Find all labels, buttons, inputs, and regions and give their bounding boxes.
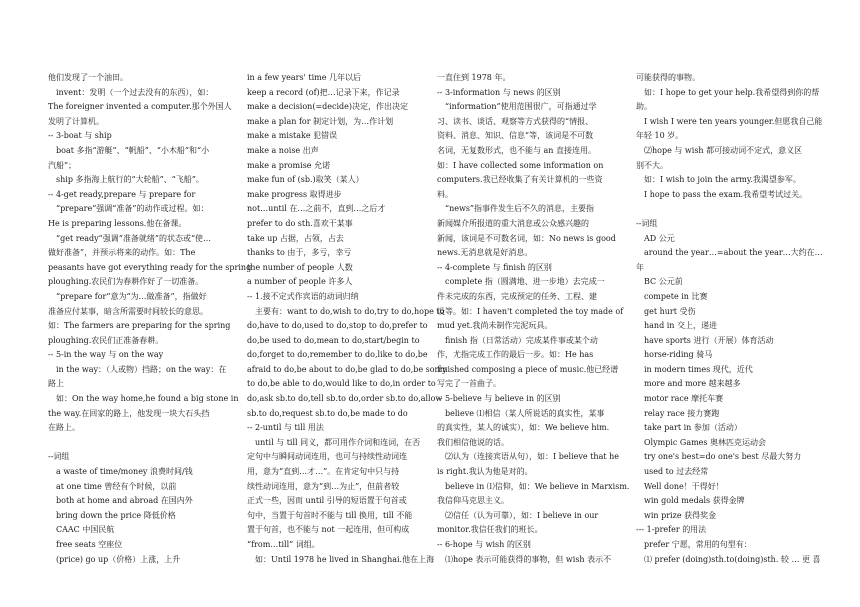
- text-line: do,have to do,used to do,stop to do,prefer to: [247, 321, 428, 331]
- text-line: monitor.我信任我们的班长。: [437, 525, 543, 535]
- text-line: ploughing.农民们为春耕作好了一切准备。: [48, 277, 204, 287]
- text-line: 作，尤指完成工作的最后一步。如：He has: [437, 350, 594, 360]
- text-column-3: [437, 71, 630, 601]
- text-line: win gold medals 获得金牌: [644, 496, 745, 506]
- text-line: Well done！干得好！: [644, 481, 724, 491]
- text-line: 他们发现了一个油田。: [48, 73, 128, 82]
- text-line: --词组: [48, 452, 70, 462]
- text-line: believe in ⑴信仰，如：We believe in Marxism.: [445, 481, 630, 491]
- text-line: 料。: [437, 189, 453, 199]
- text-line: 准备应付某事，暗含所需要时间较长的意思。: [48, 306, 208, 316]
- text-line: 我们相信他说的话。: [437, 437, 509, 447]
- text-line: -- 2-until 与 till 用法: [247, 423, 324, 433]
- text-line: 路上: [48, 379, 64, 389]
- text-line: 句中，当置于句首时不能与 till 换用，till 不能: [247, 510, 413, 520]
- text-line: prefer to do sth.喜欢干某事: [247, 218, 353, 228]
- text-line: 别不大。: [636, 160, 668, 170]
- text-line: make a promise 允诺: [247, 160, 331, 170]
- text-line: 可能获得的事物。: [636, 73, 700, 82]
- text-line: around the year…=about the year…大约在…: [644, 248, 823, 258]
- text-line: 定句中与瞬间动词连用，也可与持续性动词连: [247, 452, 407, 462]
- text-line: a number of people 许多人: [247, 277, 353, 287]
- text-line: 名词，无复数形式，也不能与 an 直接连用。: [437, 145, 597, 155]
- text-line: 如：I wish to join the army.我渴望参军。: [644, 175, 801, 185]
- text-line: boat 多指“游艇”、“帆船”、“小木船”和“小: [56, 145, 210, 155]
- text-line: 如：I have collected some information on: [437, 160, 604, 170]
- text-line: -- 5-believe 与 believe in 的区别: [437, 394, 561, 404]
- text-line: mud yet.我尚未制作完泥玩具。: [437, 321, 553, 331]
- text-line: do,ask sb.to do,tell sb.to do,order sb.to do,allow: [247, 394, 443, 404]
- blank-line: [48, 436, 226, 451]
- text-line: hand in 交上，递进: [644, 321, 717, 331]
- text-line: win prize 获得奖金: [644, 510, 717, 520]
- text-line: finish 指（日常活动）完成某件事或某个动: [445, 335, 598, 345]
- text-line: computers.我已经收集了有关计算机的一些资: [437, 175, 603, 185]
- text-line: 年轻 10 岁。: [636, 131, 684, 141]
- text-line: not…until 在…之前不，直到…之后才: [247, 204, 386, 214]
- text-line: Olympic Games 奥林匹克运动会: [644, 437, 767, 447]
- text-line: 正式一些，因而 until 引导的短语置于句首或: [247, 496, 407, 506]
- text-line: 发明了计算机。: [48, 116, 104, 126]
- text-line: 新闻媒介所报道的重大消息或公众感兴趣的: [437, 218, 589, 228]
- text-line: -- 4-get ready,prepare 与 prepare for: [48, 189, 196, 199]
- text-line: “news”指事件发生后不久的消息，主要指: [445, 204, 595, 214]
- text-line: CAAC 中国民航: [56, 525, 115, 535]
- text-line: the number of people 人数: [247, 262, 353, 272]
- text-line: “prepare”强调“准备”的动作或过程。如：: [56, 204, 209, 214]
- text-line: He is preparing lessons.他在备课。: [48, 218, 187, 228]
- text-line: do,forget to do,remember to do,like to do,be: [247, 350, 428, 360]
- text-line: make progress 取得进步: [247, 189, 342, 199]
- text-line: 助。: [636, 102, 652, 112]
- text-line: 如：I hope to get your help.我希望得到你的帮: [644, 87, 820, 97]
- text-line: 我信仰马克思主义。: [437, 496, 509, 506]
- text-line: make fun of (sb.)取笑（某人）: [247, 175, 364, 185]
- text-line: ⑴ prefer (doing)sth.to(doing)sth. 较 … 更 喜: [644, 554, 821, 564]
- text-line: 主要有：want to do,wish to do,try to do,hope to: [255, 306, 445, 316]
- text-line: have sports 进行（开展）体育活动: [644, 335, 774, 345]
- text-line: bring down the price 降低价格: [56, 510, 176, 520]
- text-line: keep a record (of)把…记录下来，作记录: [247, 87, 400, 97]
- text-line: horse-riding 骑马: [644, 350, 713, 360]
- text-line: 写完了一首曲子。: [437, 379, 501, 389]
- text-line: AD 公元: [644, 233, 675, 243]
- text-line: make a noise 出声: [247, 145, 319, 155]
- text-line: ⑵认为（连接宾语从句），如：I believe that he: [445, 452, 619, 462]
- text-line: 设等。如：I haven't completed the toy made of: [437, 306, 624, 316]
- text-line: ⑵hope 与 wish 都可接动词不定式，意义区: [644, 145, 803, 155]
- text-line: 汽船”；: [48, 160, 77, 170]
- text-line: 年: [636, 262, 644, 272]
- text-line: news.无消息就是好消息。: [437, 248, 533, 258]
- text-line: at one time 曾经有个时候，以前: [56, 481, 177, 491]
- text-column-1: [48, 71, 252, 601]
- text-line: compete in 比赛: [644, 291, 708, 301]
- text-line: ploughing.农民们正准备春耕。: [48, 335, 164, 345]
- text-line: in a few years' time 几年以后: [247, 73, 361, 82]
- text-line: used to 过去经常: [644, 467, 709, 477]
- text-line: 新闻，该词是不可数名词，如：No news is good: [437, 233, 616, 243]
- text-line: ship 多指海上航行的“大轮船”、“飞船”。: [56, 175, 204, 185]
- text-line: motor race 摩托车赛: [644, 394, 724, 404]
- text-line: -- 1.接不定式作宾语的动词归纳: [247, 291, 359, 301]
- text-line: invent：发明（一个过去没有的东西），如：: [56, 87, 214, 97]
- text-line: 在路上。: [48, 423, 80, 433]
- text-line: 续性动词连用，意为“到…为止”，但前者较: [247, 481, 400, 491]
- text-line: peasants have got everything ready for the spring: [48, 262, 252, 272]
- text-line: finished composing a piece of music.他已经谱: [437, 364, 619, 374]
- text-line: to do,be able to do,would like to do,in order to: [247, 379, 436, 389]
- text-line: “from…till” 词组。: [247, 540, 320, 549]
- text-line: in the way：（人或物）挡路；on the way：在: [56, 364, 227, 374]
- text-line: make a plan for 制定计划，为…作计划: [247, 116, 394, 126]
- text-line: relay race 接力赛跑: [644, 408, 720, 418]
- text-line: take part in 参加（活动）: [644, 423, 742, 433]
- text-line: 置于句首，也不能与 not 一起连用，但可构成: [247, 525, 410, 535]
- text-line: “get ready”强调“准备就绪”的状态或“使…: [56, 233, 212, 243]
- text-line: -- 5-in the way 与 on the way: [48, 350, 164, 360]
- text-line: 件未完成的东西，完成预定的任务、工程、建: [437, 291, 597, 301]
- text-column-2: [247, 71, 447, 601]
- text-line: 如：On the way home,he found a big stone in: [56, 394, 239, 404]
- text-line: until 与 till 同义，都可用作介词和连词，在否: [255, 437, 421, 447]
- text-line: 一直住到 1978 年。: [437, 73, 511, 82]
- text-line: -- 6-hope 与 wish 的区别: [437, 540, 531, 549]
- text-line: is right.我认为他是对的。: [437, 467, 533, 477]
- text-line: take up 占据，占领，占去: [247, 233, 344, 243]
- text-line: both at home and abroad 在国内外: [56, 496, 193, 506]
- text-line: complete 指（圆满地、进一步地）去完成一: [445, 277, 605, 287]
- text-line: --词组: [636, 218, 658, 228]
- text-line: in modern times 现代，近代: [644, 364, 753, 374]
- text-line: prefer 宁愿，常用的句型有：: [644, 540, 752, 549]
- text-line: sb.to do,request sb.to do,be made to do: [247, 408, 408, 418]
- text-line: --- 1-prefer 的用法: [636, 525, 707, 535]
- text-line: do,be used to do,mean to do,start/begin to: [247, 335, 420, 345]
- text-line: afraid to do,be about to do,be glad to do,be sorry: [247, 364, 447, 374]
- text-line: “prepare for”意为“为…做准备”，指做好: [56, 291, 207, 301]
- text-line: free seats 空座位: [56, 540, 123, 549]
- text-line: -- 4-complete 与 finish 的区别: [437, 262, 552, 272]
- text-column-4: [636, 71, 823, 601]
- text-line: ⑵信任（认为可靠），如：I believe in our: [445, 510, 599, 520]
- text-line: I hope to pass the exam.我希望考试过关。: [644, 189, 808, 199]
- text-line: make a mistake 犯错误: [247, 131, 338, 141]
- text-line: a waste of time/money 浪费时间/钱: [56, 467, 193, 477]
- text-line: BC 公元前: [644, 277, 683, 287]
- text-line: 的真实性，某人的诚实），如：We believe him.: [437, 423, 610, 433]
- text-line: 习、读书、谈话、观察等方式获得的“情报、: [437, 116, 594, 126]
- text-line: get hurt 受伤: [644, 306, 696, 316]
- text-line: (price) go up（价格）上涨，上升: [56, 554, 181, 564]
- text-line: believe ⑴相信（某人所说话的真实性，某事: [445, 408, 605, 418]
- text-line: “information”使用范围很广，可指通过学: [445, 102, 597, 112]
- text-line: more and more 越来越多: [644, 379, 741, 389]
- text-line: thanks to 由于，多亏，幸亏: [247, 248, 352, 258]
- text-line: ⑴hope 表示可能获得的事物，但 wish 表示不: [445, 554, 612, 564]
- text-line: I wish I were ten years younger.但愿我自己能: [644, 116, 823, 126]
- text-line: 做好准备”，并预示将来的动作。如：The: [48, 248, 196, 258]
- text-line: 用，意为“直到…才…”。在肯定句中只与持: [247, 467, 400, 477]
- text-line: try one's best=do one's best 尽最大努力: [644, 452, 802, 462]
- text-line: 如：The farmers are preparing for the spring: [48, 321, 231, 331]
- text-line: The foreigner invented a computer.那个外国人: [48, 102, 232, 112]
- text-line: -- 3-information 与 news 的区别: [437, 87, 561, 97]
- text-line: 资料、消息、知识、信息”等，该词是不可数: [437, 131, 594, 141]
- blank-line: [636, 202, 814, 217]
- text-line: make a decision(=decide)决定，作出决定: [247, 102, 409, 112]
- text-line: 如：Until 1978 he lived in Shanghai.他在上海: [255, 554, 435, 564]
- text-line: -- 3-boat 与 ship: [48, 131, 112, 141]
- text-line: the way.在回家的路上，他发现一块大石头挡: [48, 408, 210, 418]
